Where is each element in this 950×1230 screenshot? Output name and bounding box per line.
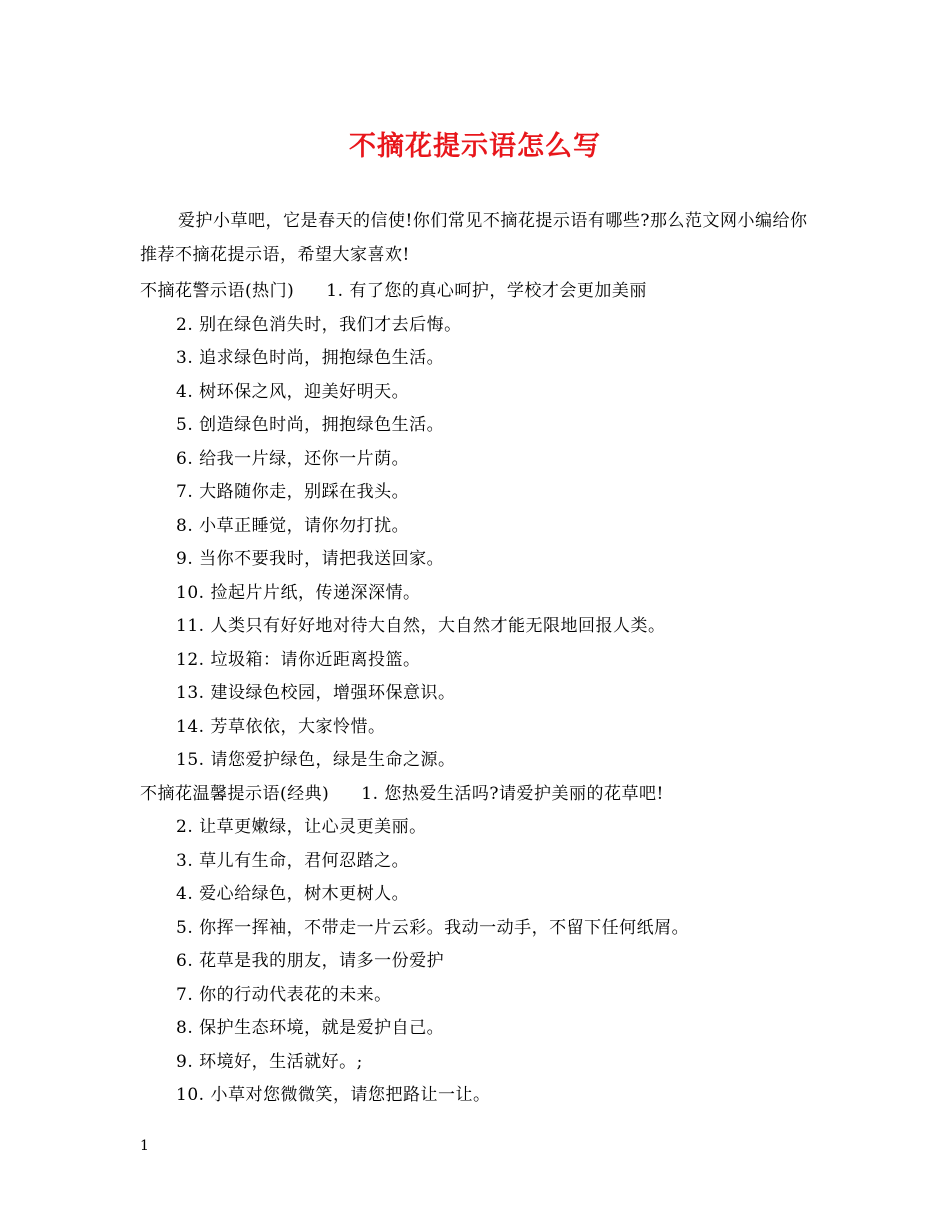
list-item: 5. 你挥一挥袖，不带走一片云彩。我动一动手，不留下任何纸屑。 [176,917,690,938]
section-heading-warm [140,778,840,812]
list-item: 8. 保护生态环境，就是爱护自己。 [176,1018,445,1038]
list-item: 11. 人类只有好好地对待大自然，大自然才能无限地回报人类。 [176,616,666,636]
list-item: 9. 环境好，生活就好。; [176,1051,363,1072]
section-heading-text: 不摘花警示语(热门) [140,281,295,301]
list-item: 4. 爱心给绿色，树木更树人。 [176,884,410,904]
intro-paragraph: 爱护小草吧，它是春天的信使!你们常见不摘花提示语有哪些?那么范文网小编给你推荐不摘花提示语，希望大家喜欢! [140,211,808,265]
section-heading-text: 不摘花温馨提示语(经典) [140,783,330,804]
list-item: 15. 请您爱护绿色，绿是生命之源。 [176,750,456,770]
list-item: 10. 小草对您微微笑，请您把路让一让。 [176,1085,491,1105]
tips-list [140,275,840,1113]
list-item: 1. 您热爱生活吗?请爱护美丽的花草吧! [361,783,664,804]
list-item: 3. 草儿有生命，君何忍踏之。 [176,850,410,871]
list-item: 1. 有了您的真心呵护，学校才会更加美丽 [326,281,647,301]
list-item: 7. 你的行动代表花的未来。 [176,984,392,1005]
list-item: 4. 树环保之风，迎美好明天。 [176,381,410,402]
list-item: 12. 垃圾箱：请你近距离投篮。 [176,649,421,670]
document-title: 不摘花提示语怎么写 [349,131,601,162]
list-item: 6. 给我一片绿，还你一片荫。 [176,448,410,469]
list-item: 14. 芳草依依，大家怜惜。 [176,716,386,737]
list-item: 9. 当你不要我时，请把我送回家。 [176,549,445,569]
list-item: 2. 让草更嫩绿，让心灵更美丽。 [176,817,427,837]
section-heading-warning [140,275,840,309]
list-item: 13. 建设绿色校园，增强环保意识。 [176,683,456,703]
page-number: 1 [140,1138,149,1154]
list-item: 5. 创造绿色时尚，拥抱绿色生活。 [176,415,445,435]
list-item: 10. 捡起片片纸，传递深深情。 [176,582,421,603]
list-item: 2. 别在绿色消失时，我们才去后悔。 [176,314,462,335]
list-item: 7. 大路随你走，别踩在我头。 [176,482,410,502]
list-item: 6. 花草是我的朋友，请多一份爱护 [176,951,445,971]
list-item: 3. 追求绿色时尚，拥抱绿色生活。 [176,348,445,368]
list-item: 8. 小草正睡觉，请你勿打扰。 [176,515,410,536]
